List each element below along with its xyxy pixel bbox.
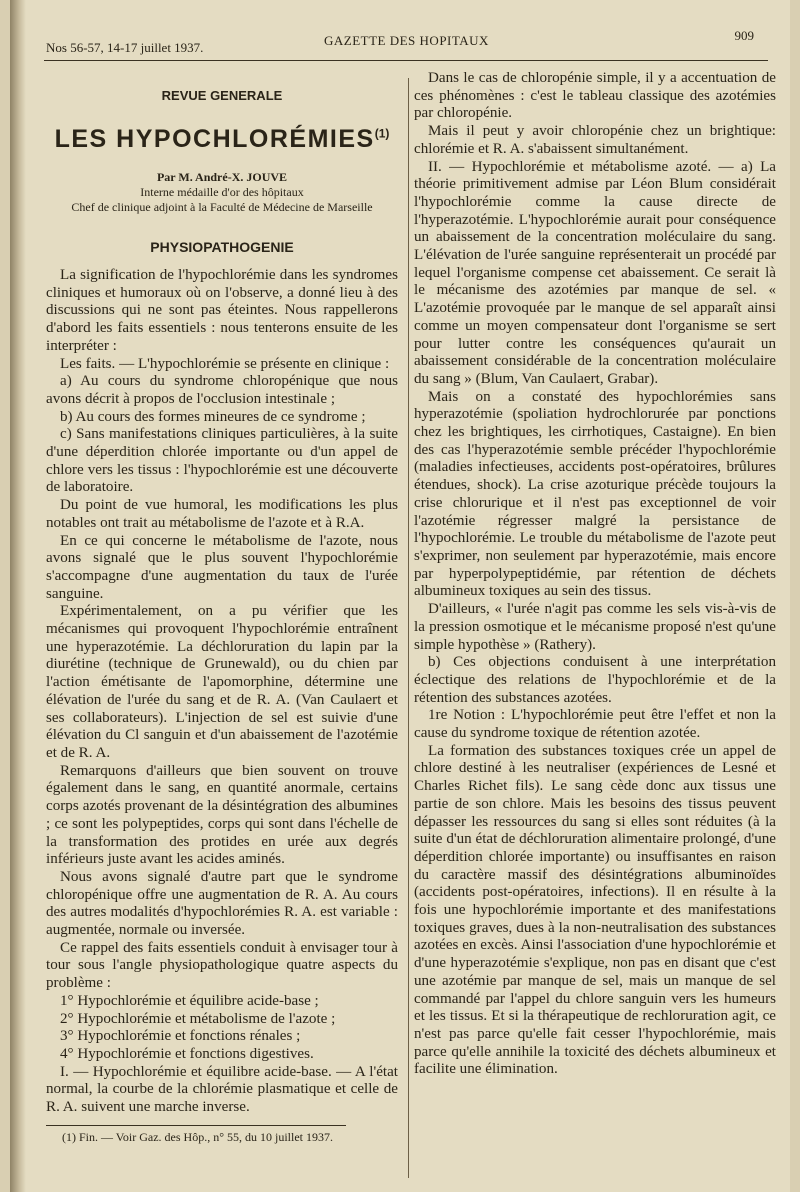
header-rule xyxy=(44,60,768,61)
paragraph: 1re Notion : L'hypochlorémie peut être l'effet et non la cause du syndrome toxique de rétention azotée. xyxy=(414,707,776,742)
paragraph: Remarquons d'ailleurs que bien souvent on trouve également dans le sang, en quantité anormale, certains corps azotés provenant de la désintégration des albumines ; ce sont les polypeptides, corps qui sont dans l'échelle de la transformation des protides en urée aux degrés inférieurs juste avant les acides aminés. xyxy=(46,762,398,868)
paragraph: Du point de vue humoral, les modifications les plus notables ont trait au métabolisme de l'azote et à R.A. xyxy=(46,497,398,531)
paragraph: b) Au cours des formes mineures de ce syndrome ; xyxy=(60,408,366,425)
paragraph: Dans le cas de chloropénie simple, il y a accentuation de ces phénomènes : c'est le tableau classique des azotémies par chloropénie. xyxy=(414,70,776,122)
paragraph: I. — Hypochlorémie et équilibre acide-base. — A l'état normal, la courbe de la chlorémie plasmatique et celle de R. A. suivent une marche inverse. xyxy=(46,1063,398,1116)
paragraph: D'ailleurs, « l'urée n'agit pas comme les sels vis-à-vis de la pression osmotique et le mécanisme proposé n'est qu'une simple hypothèse » (Rathery). xyxy=(414,601,776,653)
issue-number: Nos 56-57, 14-17 juillet 1937. xyxy=(46,40,204,55)
article-title-text: LES HYPOCHLORÉMIES xyxy=(54,125,375,153)
section-subtitle: PHYSIOPATHOGENIE xyxy=(150,239,294,255)
right-column xyxy=(414,70,776,1079)
article-title xyxy=(46,125,398,154)
paragraph: II. — Hypochlorémie et métabolisme azoté. — a) La théorie primitivement admise par Léon Blum considérait l'hypochlorémie comme la cause directe de l'hyperazotémie. L'hypochlorémie aurait pour conséquence un abaissement de la concentration moléculaire du sang. L'élévation de l'urée sanguine représenterait un procédé par lequel l'organisme compense cet abaissement. Ce serait là le mécanisme des azotémies par manque de sel. « L'azotémie provoquée par le manque de sel apparaît ainsi comme un moyen compensateur dont l'organisme se sert pour lutter contre les conséquences qu'aurait un abaissement considérable de la concentration moléculaire du sang » (Blum, Van Caulaert, Grabar). xyxy=(414,158,776,387)
byline-affiliation: Chef de clinique adjoint à la Faculté de Médecine de Marseille xyxy=(71,200,373,214)
newspaper-page xyxy=(10,0,790,1192)
paragraph: Expérimentalement, on a pu vérifier que les mécanismes qui provoquent l'hypochlorémie entraînent une hyperazotémie. La déchloruration du lapin par la diurétine (technique de Grunewald), ou du chien par l'action émétisante de l'apomorphine, détermine une élévation de l'urée du sang et de R. A. (Van Caulaert et ses collaborateurs). L'injection de sel est suivie d'une élévation du Cl sanguin et d'un abaissement de l'azotémie et de R. A. xyxy=(46,603,398,761)
byline xyxy=(46,170,398,215)
footnote-rule xyxy=(46,1125,346,1126)
list-item: 4° Hypochlorémie et fonctions digestives. xyxy=(60,1045,314,1062)
page-number: 909 xyxy=(734,28,754,43)
paragraph: Ce rappel des faits essentiels conduit à envisager tour à tour sous l'angle physiopathologique quatre aspects du problème : xyxy=(46,939,398,992)
paragraph: La signification de l'hypochlorémie dans les syndromes cliniques et humoraux où on l'observe, a donné lieu à des discussions qui ne sont pas éteintes. Nous rappellerons d'abord les faits essentiels : nous tenterons ensuite de les interpréter : xyxy=(46,267,398,354)
paragraph: Les faits. — L'hypochlorémie se présente en clinique : xyxy=(60,355,390,372)
page-header xyxy=(46,28,760,55)
paragraph: Nous avons signalé d'autre part que le syndrome chloropénique offre une augmentation de R. A. Au cours des autres modalités d'hypochlorémies R. A. est variable : augmentée, normale ou inversée. xyxy=(46,868,398,939)
paragraph: En ce qui concerne le métabolisme de l'azote, nous avons signalé que le plus souvent l'hypochlorémie s'accompagne d'une augmentation du taux de l'urée sanguine. xyxy=(46,532,398,602)
paragraph: b) Ces objections conduisent à une interprétation éclectique des relations de l'hypochlorémie et de la rétention des substances azotées. xyxy=(414,654,776,706)
column-divider xyxy=(408,78,409,1178)
paragraph: La formation des substances toxiques crée un appel de chlore destiné à les neutraliser (expériences de Lesné et Charles Richet fils). Le sang cède donc aux tissus une partie de son chlore. Mais les besoins des tissus peuvent dépasser les ressources du sang si elles sont réduites (à la suite d'un état de déchloruration alimentaire prolongé, d'une déperdition chlorée importante) ou insuffisantes en raison du caractère massif des désintégrations albuminoïdes (accidents post-opératoires, infections). Il en résulte à la fois une hypochlorémie importante et des manifestations toxiques graves, dues à la non-neutralisation des substances azotées en excès. Ainsi l'association d'une hypochlorémie et d'une hyperazotémie s'explique, non pas en disant que c'est une azotémie par manque de sel, mais un manque de sel commandé par l'appel du chlore sanguin vers les humeurs et les tissus. Et si la thérapeutique de rechloruration agit, ce n'est pas parce qu'elle fait cesser l'hypochlorémie, mais parce qu'elle annihile la toxicité des déchets albumineux et facilite une élimination. xyxy=(414,742,776,1078)
paragraph: Mais on a constaté des hypochlorémies sans hyperazotémie (spoliation hydrochlorurée par ponctions chez les brightiques, les cirrhotiques, Castaigne). En bien des cas l'hyperazotémie semble précéder l'hypochlorémie (maladies infectieuses, accidents post-opératoires, brûlures étendues, shock). La crise azoturique précède toujours la crise chlorurique et il n'est pas exceptionnel de voir l'azotémie régresser malgré la persistance de l'hypochlorémie. Le trouble du métabolisme de l'azote peut s'exprimer, non seulement par hyperazotémie, mais encore par hyperpolypeptidémie, par rétention de déchets albumineux toxiques au sein des tissus. xyxy=(414,388,776,600)
section-label: REVUE GENERALE xyxy=(161,88,283,103)
byline-author: Par M. André-X. JOUVE xyxy=(156,170,288,184)
title-footnote-mark: (1) xyxy=(374,126,390,141)
list-item: 2° Hypochlorémie et métabolisme de l'azote ; xyxy=(60,1010,336,1027)
journal-title: GAZETTE DES HOPITAUX xyxy=(324,33,489,48)
byline-credential: Interne médaille d'or des hôpitaux xyxy=(140,185,304,199)
paragraph: Mais il peut y avoir chloropénie chez un brightique: chlorémie et R. A. s'abaissent simultanément. xyxy=(414,123,776,157)
footnote: (1) Fin. — Voir Gaz. des Hôp., n° 55, du 10 juillet 1937. xyxy=(62,1129,334,1144)
paragraph: a) Au cours du syndrome chloropénique que nous avons décrit à propos de l'occlusion intestinale ; xyxy=(46,373,398,407)
page-binding-edge xyxy=(10,0,26,1192)
left-column xyxy=(46,88,398,1145)
list-item: 1° Hypochlorémie et équilibre acide-base ; xyxy=(60,992,319,1009)
list-item: 3° Hypochlorémie et fonctions rénales ; xyxy=(60,1028,301,1045)
paragraph: c) Sans manifestations cliniques particulières, à la suite d'une déperdition chlorée importante ou d'un appel de chlore vers les tissus : l'hypochlorémie est une découverte de laboratoire. xyxy=(46,426,398,496)
